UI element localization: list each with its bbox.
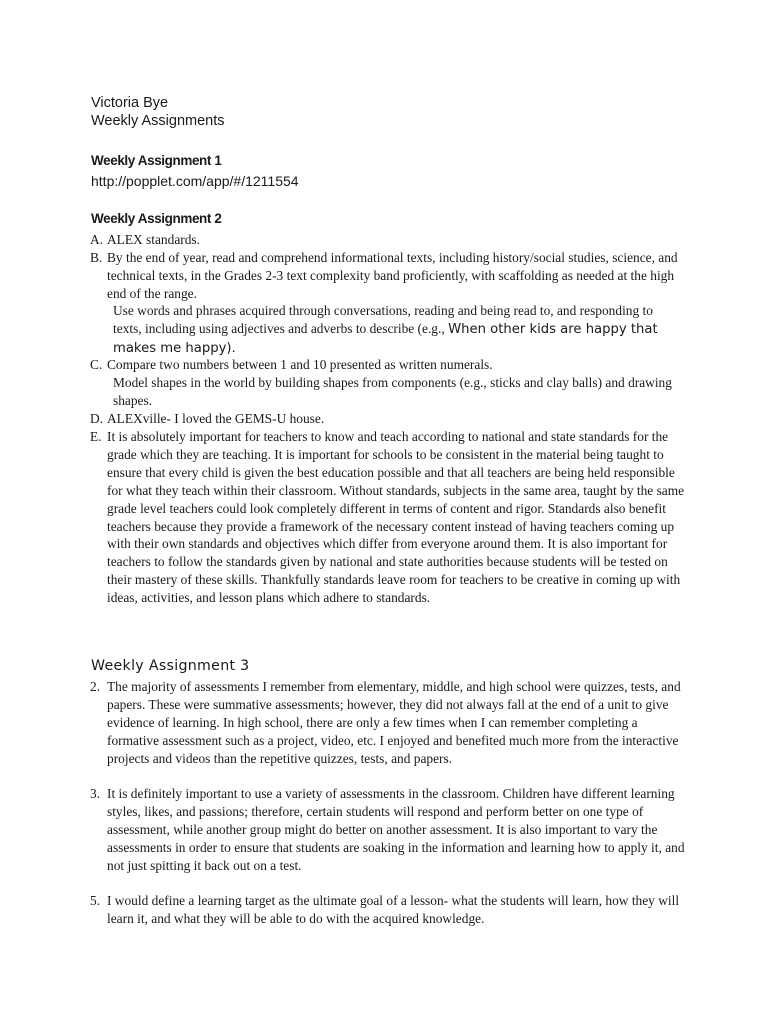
wa2-item-a [90, 231, 690, 249]
list-item-text: It is absolutely important for teachers to know and teach according to national and state standards for the grade which they are teaching. It is important for schools to be consistent in the material being taught to ensure that every child is given the best education possible and that all teachers are being held responsible for what they teach within their classroom. Without standards, subjects in the same area, taught by the same grade level teachers could look completely different in terms of content and rigor. Standards also benefit teachers because they provide a framework of the necessary content instead of having teachers coming up with their own standards and objectives which differ from everyone around them. It is also important for teachers to follow the standards given by national and state authorities because students will be tested on their mastery of these skills. Thankfully standards leave room for teachers to be creative in coming up with ideas, activities, and lesson plans which adhere to standards. [107, 429, 685, 606]
wa2-heading: Weekly Assignment 2 [91, 211, 222, 226]
list-marker: 3. [90, 786, 101, 801]
wa2-item-d [90, 410, 690, 428]
wa2-item-e [90, 428, 690, 607]
list-marker: D. [90, 411, 104, 426]
wa3-item-2 [90, 678, 690, 768]
wa2-item-b [90, 249, 690, 303]
sub-item-text: Use words and phrases acquired through conversations, reading and being read to, and responding to texts, including using adjectives and adverbs to describe (e.g., [113, 303, 653, 336]
document-subtitle: Weekly Assignments [91, 113, 225, 129]
list-marker: C. [90, 357, 103, 372]
list-marker: A. [90, 232, 104, 247]
wa3-item-5 [90, 892, 690, 928]
wa3-item-3 [90, 785, 690, 875]
author-name: Victoria Bye [91, 95, 169, 111]
list-marker: B. [90, 250, 103, 265]
list-item-text: Compare two numbers between 1 and 10 presented as written numerals. [107, 357, 493, 372]
list-item-text: ALEX standards. [107, 232, 200, 247]
wa2-item-c-sub: Model shapes in the world by building shapes from components (e.g., sticks and clay balls) and drawing shapes. [113, 375, 672, 408]
list-item-text: The majority of assessments I remember from elementary, middle, and high school were quizzes, tests, and papers. These were summative assessments; however, they did not always fall at the end of a unit to give evidence of learning. In high school, there are only a few times when I can remember completing a formative assessment such as a project, video, etc. I enjoyed and benefited much more from the interactive projects and videos than the repetitive quizzes, tests, and papers. [107, 679, 681, 766]
list-marker: 5. [90, 893, 101, 908]
wa2-item-c [90, 356, 690, 374]
list-marker: 2. [90, 679, 101, 694]
wa3-heading: Weekly Assignment 3 [91, 658, 250, 674]
list-item-text: It is definitely important to use a variety of assessments in the classroom. Children have different learning styles, likes, and passions; therefore, certain students will respond and perform better on one type of assessment, while another group might do better on another assessment. It is also important to vary the assessments in order to ensure that students are soaking in the information and learning how to apply it, and not just spitting it back out on a test. [107, 786, 685, 873]
sub-item-example: When other kids are happy that makes me happy). [113, 321, 658, 356]
wa2-item-b-sub [113, 302, 683, 358]
list-item-text: I would define a learning target as the ultimate goal of a lesson- what the students will learn, how they will learn it, and what they will be able to do with the acquired knowledge. [107, 893, 680, 926]
popplet-link[interactable]: http://popplet.com/app/#/1211554 [91, 173, 299, 189]
list-item-text: ALEXville- I loved the GEMS-U house. [107, 411, 325, 426]
list-marker: E. [90, 429, 102, 444]
list-item-text: By the end of year, read and comprehend informational texts, including history/social studies, science, and technical texts, in the Grades 2-3 text complexity band proficiently, with scaffolding as needed at the high end of the range. [107, 250, 678, 301]
wa1-heading: Weekly Assignment 1 [91, 153, 222, 168]
